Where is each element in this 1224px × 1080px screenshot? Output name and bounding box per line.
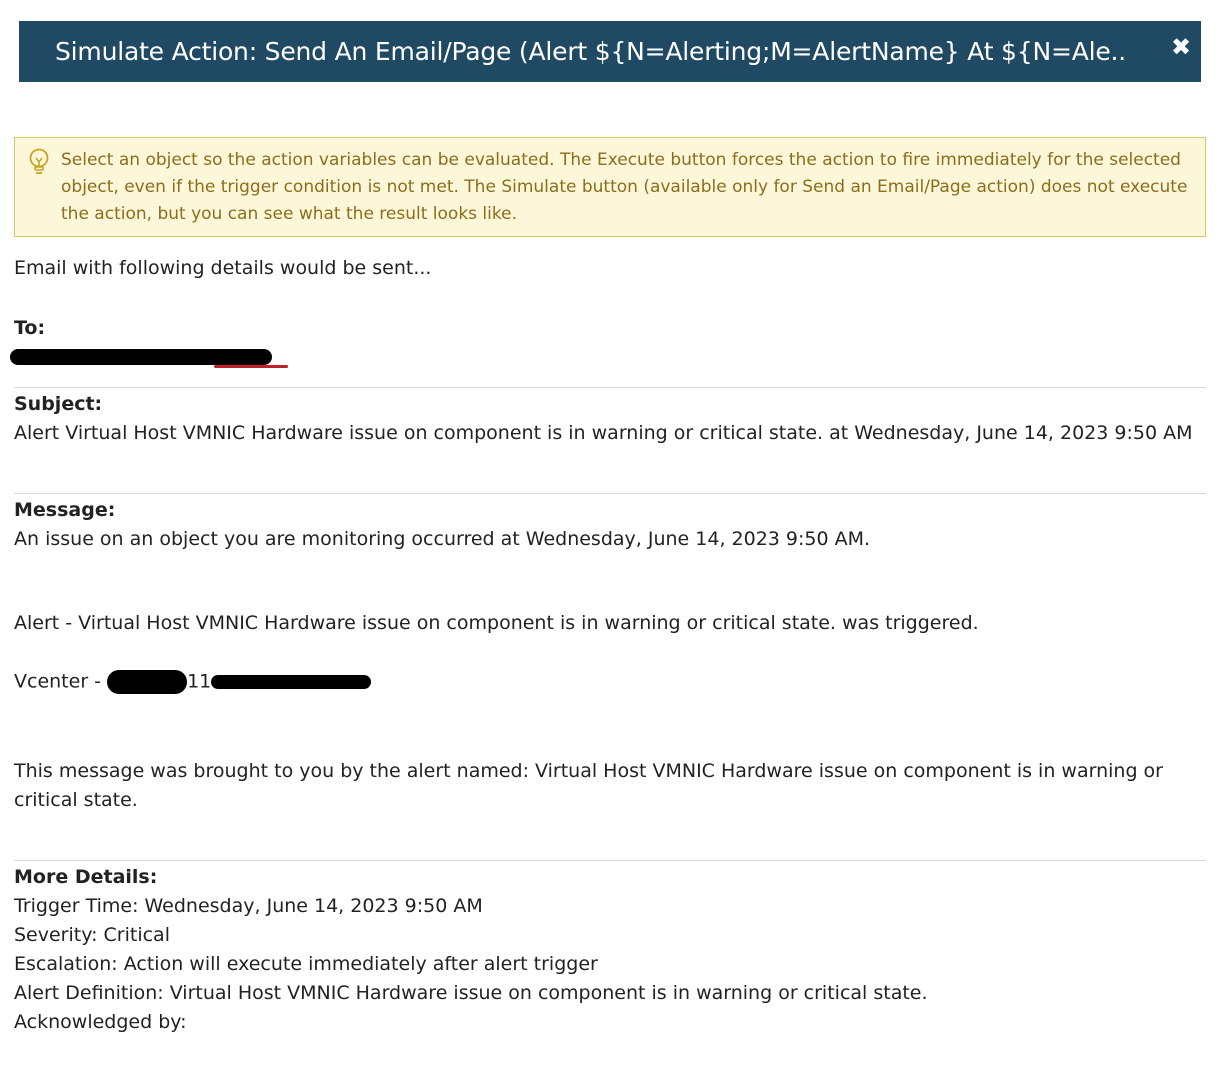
divider (14, 860, 1206, 861)
message-line: An issue on an object you are monitoring occurred at Wednesday, June 14, 2023 9:50 AM. (14, 528, 871, 550)
close-icon[interactable]: ✖ (1170, 32, 1192, 61)
lightbulb-icon (27, 148, 51, 176)
message-label: Message: (14, 499, 116, 521)
vcenter-fragment: 11 (187, 670, 212, 693)
alert-named-line: This message was brought to you by the alert named: Virtual Host VMNIC Hardware issue on component is in warning or critical state. (14, 760, 1163, 811)
vcenter-line (14, 670, 371, 694)
trigger-time: Trigger Time: Wednesday, June 14, 2023 9:50 AM (14, 895, 483, 917)
more-details-label: More Details: (14, 866, 158, 888)
redacted-domain (211, 675, 371, 689)
divider (14, 493, 1206, 494)
dialog-header (19, 21, 1201, 82)
acknowledged-by: Acknowledged by: (14, 1011, 187, 1033)
redacted-host (107, 670, 187, 694)
more-details-section (14, 863, 1206, 1037)
to-label: To: (14, 317, 46, 339)
message-line: Alert - Virtual Host VMNIC Hardware issue on component is in warning or critical state. was triggered. (14, 612, 979, 634)
dialog-title: Simulate Action: Send An Email/Page (Alert ${N=Alerting;M=AlertName} At ${N=Ale.. (55, 37, 1127, 66)
subject-text: Alert Virtual Host VMNIC Hardware issue on component is in warning or critical state. at Wednesday, June 14, 2023 9:50 AM (14, 422, 1193, 444)
escalation: Escalation: Action will execute immediately after alert trigger (14, 953, 598, 975)
to-section (14, 314, 1206, 372)
email-intro: Email with following details would be sent... (14, 257, 432, 279)
hint-text: Select an object so the action variables can be evaluated. The Execute button forces the action to fire immediately for the selected object, even if the trigger condition is not met. The Simulate button (available only for Send an Email/Page action) does not execute the action, but you can see what the result looks like. (61, 150, 1188, 224)
redaction-underline (214, 365, 288, 368)
subject-label: Subject: (14, 393, 103, 415)
message-section (14, 496, 1206, 554)
subject-section (14, 390, 1206, 448)
redacted-recipient (10, 349, 272, 365)
divider (14, 387, 1206, 388)
severity: Severity: Critical (14, 924, 170, 946)
info-hint (14, 137, 1206, 237)
alert-definition: Alert Definition: Virtual Host VMNIC Hardware issue on component is in warning or critical state. (14, 982, 928, 1004)
vcenter-prefix: Vcenter - (14, 670, 108, 693)
